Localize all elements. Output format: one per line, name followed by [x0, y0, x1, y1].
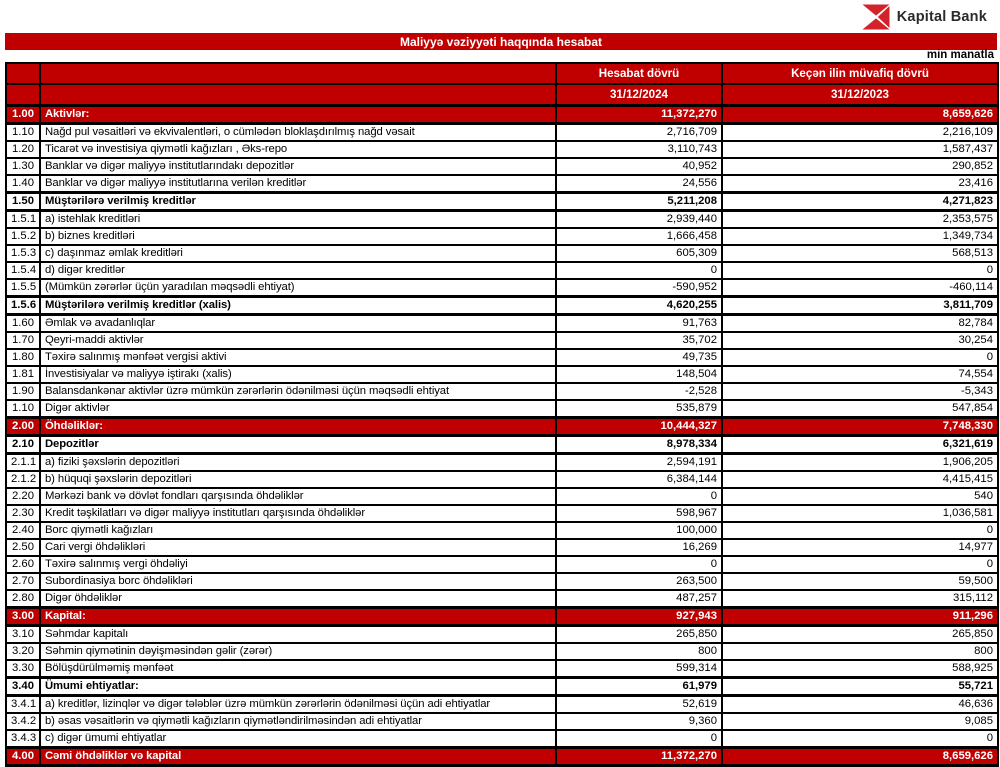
row-code: 1.5.3 — [6, 245, 40, 262]
table-row — [6, 175, 998, 193]
row-value-previous: 315,112 — [722, 590, 998, 608]
row-value-current: 487,257 — [556, 590, 722, 608]
row-value-current: 91,763 — [556, 315, 722, 333]
row-code: 1.60 — [6, 315, 40, 333]
row-label: Ticarət və investisiya qiymətli kağızları , Əks-repo — [40, 141, 556, 158]
row-label: Digər aktivlər — [40, 400, 556, 418]
row-code: 1.5.6 — [6, 297, 40, 315]
row-value-current: 40,952 — [556, 158, 722, 175]
row-code: 3.30 — [6, 660, 40, 678]
row-code: 2.30 — [6, 505, 40, 522]
row-value-current: -2,528 — [556, 383, 722, 400]
row-code: 3.00 — [6, 608, 40, 626]
table-row — [6, 245, 998, 262]
row-value-current: 605,309 — [556, 245, 722, 262]
table-row — [6, 211, 998, 229]
row-value-previous: 59,500 — [722, 573, 998, 590]
table-row — [6, 418, 998, 436]
row-value-current: 2,939,440 — [556, 211, 722, 229]
row-code: 2.60 — [6, 556, 40, 573]
row-value-current: 0 — [556, 262, 722, 279]
row-value-current: 10,444,327 — [556, 418, 722, 436]
row-value-previous: 800 — [722, 643, 998, 660]
row-label: (Mümkün zərərlər üçün yaradılan məqsədli ehtiyat) — [40, 279, 556, 297]
row-value-current: 535,879 — [556, 400, 722, 418]
row-label: Mərkəzi bank və dövlət fondları qarşısında öhdəliklər — [40, 488, 556, 505]
row-value-previous: -460,114 — [722, 279, 998, 297]
report-title-banner — [5, 33, 997, 50]
row-code: 1.40 — [6, 175, 40, 193]
table-row — [6, 590, 998, 608]
row-value-previous: 265,850 — [722, 626, 998, 644]
row-label: a) istehlak kreditləri — [40, 211, 556, 229]
table-body — [6, 106, 998, 766]
row-label: Təxirə salınmış vergi öhdəliyi — [40, 556, 556, 573]
row-code: 1.81 — [6, 366, 40, 383]
row-value-previous: 290,852 — [722, 158, 998, 175]
row-value-previous: 568,513 — [722, 245, 998, 262]
row-label: Əmlak və avadanlıqlar — [40, 315, 556, 333]
row-code: 1.90 — [6, 383, 40, 400]
row-value-previous: 74,554 — [722, 366, 998, 383]
row-value-current: 35,702 — [556, 332, 722, 349]
row-value-current: 6,384,144 — [556, 471, 722, 488]
table-row — [6, 539, 998, 556]
row-label: Öhdəliklər: — [40, 418, 556, 436]
table-row — [6, 279, 998, 297]
row-label: Cəmi öhdəliklər və kapital — [40, 748, 556, 766]
report-title: Maliyyə vəziyyəti haqqında hesabat — [399, 34, 603, 49]
table-row — [6, 696, 998, 714]
row-code: 1.80 — [6, 349, 40, 366]
row-code: 1.10 — [6, 124, 40, 142]
table-row — [6, 158, 998, 175]
col-header-previous-period: Keçən ilin müvafiq dövrü — [722, 63, 998, 84]
row-code: 2.1.1 — [6, 454, 40, 472]
row-value-current: 0 — [556, 730, 722, 748]
row-value-current: 52,619 — [556, 696, 722, 714]
row-value-previous: 82,784 — [722, 315, 998, 333]
row-value-current: 2,716,709 — [556, 124, 722, 142]
row-value-previous: 1,906,205 — [722, 454, 998, 472]
row-code: 2.80 — [6, 590, 40, 608]
table-row — [6, 228, 998, 245]
row-label: Balansdankənar aktivlər üzrə mümkün zərərlərin ödənilməsi üçün məqsədli ehtiyat — [40, 383, 556, 400]
row-value-previous: 3,811,709 — [722, 297, 998, 315]
header-code-cell — [6, 84, 40, 106]
row-label: b) biznes kreditləri — [40, 228, 556, 245]
header-row-period — [6, 63, 998, 84]
row-value-previous: 4,271,823 — [722, 193, 998, 211]
row-code: 3.20 — [6, 643, 40, 660]
header-row-dates — [6, 84, 998, 106]
row-value-previous: 8,659,626 — [722, 106, 998, 124]
row-value-previous: 14,977 — [722, 539, 998, 556]
row-value-previous: 2,216,109 — [722, 124, 998, 142]
row-value-current: 2,594,191 — [556, 454, 722, 472]
row-value-current: 599,314 — [556, 660, 722, 678]
row-code: 1.5.1 — [6, 211, 40, 229]
kapital-bank-logo-icon — [862, 4, 890, 30]
table-row — [6, 366, 998, 383]
row-value-current: 9,360 — [556, 713, 722, 730]
row-value-current: 0 — [556, 556, 722, 573]
row-value-current: 61,979 — [556, 678, 722, 696]
table-row — [6, 471, 998, 488]
row-label: Depozitlər — [40, 436, 556, 454]
col-header-date-previous: 31/12/2023 — [722, 84, 998, 106]
row-value-previous: 55,721 — [722, 678, 998, 696]
row-value-current: 5,211,208 — [556, 193, 722, 211]
row-label: Subordinasiya borc öhdəlikləri — [40, 573, 556, 590]
table-row — [6, 124, 998, 142]
row-label: Borc qiymətli kağızları — [40, 522, 556, 539]
table-row — [6, 262, 998, 279]
row-value-previous: 911,296 — [722, 608, 998, 626]
table-row — [6, 678, 998, 696]
row-value-previous: 540 — [722, 488, 998, 505]
table-row — [6, 660, 998, 678]
row-label: b) hüquqi şəxslərin depozitləri — [40, 471, 556, 488]
row-value-current: 0 — [556, 488, 722, 505]
row-value-previous: 588,925 — [722, 660, 998, 678]
row-code: 3.4.3 — [6, 730, 40, 748]
table-row — [6, 748, 998, 766]
row-value-previous: 1,587,437 — [722, 141, 998, 158]
row-code: 1.00 — [6, 106, 40, 124]
row-value-current: 49,735 — [556, 349, 722, 366]
row-code: 3.4.1 — [6, 696, 40, 714]
row-code: 1.20 — [6, 141, 40, 158]
row-code: 1.30 — [6, 158, 40, 175]
row-value-previous: 6,321,619 — [722, 436, 998, 454]
table-header — [6, 63, 998, 106]
row-value-current: 1,666,458 — [556, 228, 722, 245]
row-code: 1.5.2 — [6, 228, 40, 245]
row-label: Kapital: — [40, 608, 556, 626]
row-label: Digər öhdəliklər — [40, 590, 556, 608]
table-row — [6, 626, 998, 644]
row-label: Qeyri-maddi aktivlər — [40, 332, 556, 349]
table-row — [6, 454, 998, 472]
header-label-cell — [40, 84, 556, 106]
row-label: d) digər kreditlər — [40, 262, 556, 279]
row-code: 2.10 — [6, 436, 40, 454]
table-row — [6, 730, 998, 748]
table-row — [6, 488, 998, 505]
row-value-previous: 0 — [722, 522, 998, 539]
row-value-previous: 2,353,575 — [722, 211, 998, 229]
col-header-current-period: Hesabat dövrü — [556, 63, 722, 84]
table-row — [6, 315, 998, 333]
row-value-current: 3,110,743 — [556, 141, 722, 158]
row-value-current: 16,269 — [556, 539, 722, 556]
row-label: Aktivlər: — [40, 106, 556, 124]
row-label: Nağd pul vəsaitləri və ekvivalentləri, o cümlədən bloklaşdırılmış nağd vəsait — [40, 124, 556, 142]
table-row — [6, 106, 998, 124]
table-row — [6, 436, 998, 454]
row-value-previous: 30,254 — [722, 332, 998, 349]
row-value-current: 11,372,270 — [556, 106, 722, 124]
table-row — [6, 522, 998, 539]
row-label: c) daşınmaz əmlak kreditləri — [40, 245, 556, 262]
row-label: Bölüşdürülməmiş mənfəət — [40, 660, 556, 678]
row-code: 2.70 — [6, 573, 40, 590]
row-value-previous: -5,343 — [722, 383, 998, 400]
row-label: Cari vergi öhdəlikləri — [40, 539, 556, 556]
row-value-current: 24,556 — [556, 175, 722, 193]
row-value-previous: 8,659,626 — [722, 748, 998, 766]
bank-name: Kapital Bank — [896, 9, 987, 25]
row-value-previous: 0 — [722, 730, 998, 748]
row-label: a) kreditlər, lizinqlər və digər tələblər üzrə mümkün zərərlərin ödənilməsi üçün adi ehtiyatlar — [40, 696, 556, 714]
row-code: 3.10 — [6, 626, 40, 644]
row-value-current: 11,372,270 — [556, 748, 722, 766]
row-value-previous: 23,416 — [722, 175, 998, 193]
row-label: İnvestisiyalar və maliyyə iştirakı (xalis) — [40, 366, 556, 383]
row-value-previous: 7,748,330 — [722, 418, 998, 436]
row-code: 4.00 — [6, 748, 40, 766]
row-label: b) əsas vəsaitlərin və qiymətli kağızların qiymətləndirilməsindən adi ehtiyatlar — [40, 713, 556, 730]
row-code: 2.40 — [6, 522, 40, 539]
table-row — [6, 383, 998, 400]
table-row — [6, 608, 998, 626]
row-label: Kredit təşkilatları və digər maliyyə institutları qarşısında öhdəliklər — [40, 505, 556, 522]
row-label: a) fiziki şəxslərin depozitləri — [40, 454, 556, 472]
table-row — [6, 400, 998, 418]
row-value-current: 148,504 — [556, 366, 722, 383]
table-row — [6, 713, 998, 730]
row-code: 1.70 — [6, 332, 40, 349]
table-row — [6, 141, 998, 158]
table-row — [6, 556, 998, 573]
kapital-bank-logo — [862, 3, 987, 31]
row-value-previous: 1,349,734 — [722, 228, 998, 245]
row-label: Banklar və digər maliyyə institutlarına verilən kreditlər — [40, 175, 556, 193]
row-label: Müştərilərə verilmiş kreditlər (xalis) — [40, 297, 556, 315]
row-label: Müştərilərə verilmiş kreditlər — [40, 193, 556, 211]
table-row — [6, 193, 998, 211]
row-code: 3.4.2 — [6, 713, 40, 730]
row-value-previous: 547,854 — [722, 400, 998, 418]
row-value-current: 8,978,334 — [556, 436, 722, 454]
table-row — [6, 573, 998, 590]
table-row — [6, 332, 998, 349]
table-row — [6, 643, 998, 660]
table-row — [6, 349, 998, 366]
row-value-current: 100,000 — [556, 522, 722, 539]
table-row — [6, 505, 998, 522]
row-label: Səhmdar kapitalı — [40, 626, 556, 644]
row-label: c) digər ümumi ehtiyatlar — [40, 730, 556, 748]
row-code: 2.50 — [6, 539, 40, 556]
row-code: 2.20 — [6, 488, 40, 505]
row-code: 1.50 — [6, 193, 40, 211]
row-value-previous: 46,636 — [722, 696, 998, 714]
row-value-current: 927,943 — [556, 608, 722, 626]
row-label: Banklar və digər maliyyə institutlarındakı depozitlər — [40, 158, 556, 175]
row-code: 3.40 — [6, 678, 40, 696]
header-label-cell — [40, 63, 556, 84]
table-row — [6, 297, 998, 315]
row-code: 1.5.4 — [6, 262, 40, 279]
row-code: 1.5.5 — [6, 279, 40, 297]
unit-note: min manatla — [926, 49, 994, 61]
row-value-current: -590,952 — [556, 279, 722, 297]
financial-table — [5, 62, 999, 767]
row-value-current: 598,967 — [556, 505, 722, 522]
row-value-previous: 1,036,581 — [722, 505, 998, 522]
row-code: 1.10 — [6, 400, 40, 418]
row-value-current: 265,850 — [556, 626, 722, 644]
row-value-current: 263,500 — [556, 573, 722, 590]
row-value-previous: 4,415,415 — [722, 471, 998, 488]
row-value-previous: 9,085 — [722, 713, 998, 730]
row-label: Ümumi ehtiyatlar: — [40, 678, 556, 696]
row-label: Təxirə salınmış mənfəət vergisi aktivi — [40, 349, 556, 366]
row-value-previous: 0 — [722, 262, 998, 279]
col-header-date-current: 31/12/2024 — [556, 84, 722, 106]
row-value-current: 4,620,255 — [556, 297, 722, 315]
row-value-current: 800 — [556, 643, 722, 660]
header-code-cell — [6, 63, 40, 84]
row-label: Səhmin qiymətinin dəyişməsindən gəlir (zərər) — [40, 643, 556, 660]
row-value-previous: 0 — [722, 556, 998, 573]
row-code: 2.00 — [6, 418, 40, 436]
row-value-previous: 0 — [722, 349, 998, 366]
row-code: 2.1.2 — [6, 471, 40, 488]
